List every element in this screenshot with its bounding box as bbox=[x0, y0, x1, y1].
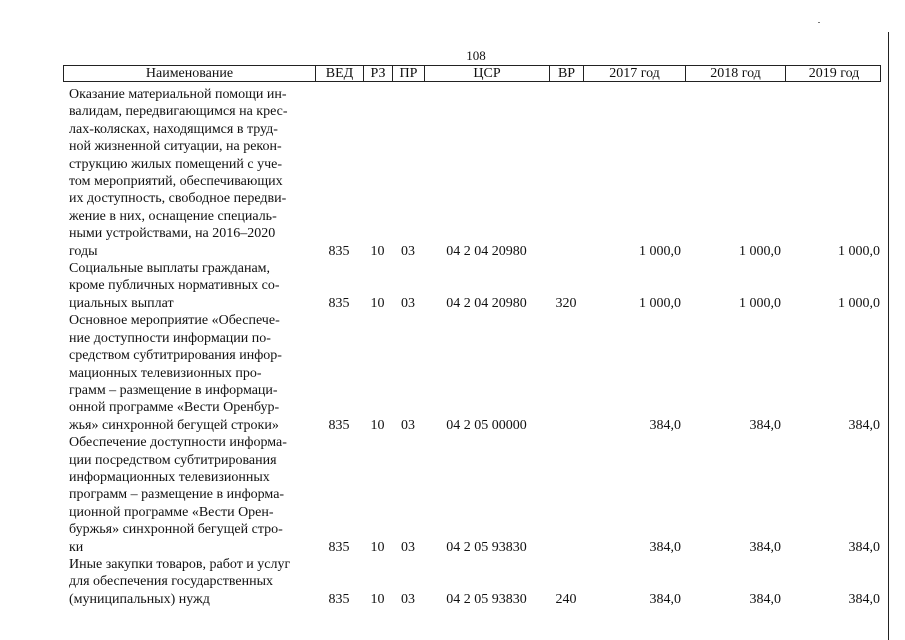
header-2019: 2019 год bbox=[808, 66, 860, 81]
row-2018: 1 000,0 bbox=[739, 243, 781, 259]
row-pr: 03 bbox=[401, 417, 415, 433]
row-2018: 384,0 bbox=[749, 591, 781, 607]
row-csr: 04 2 05 93830 bbox=[446, 591, 527, 607]
header-ved: ВЕД bbox=[316, 66, 364, 81]
row-2017: 1 000,0 bbox=[639, 243, 681, 259]
table-row bbox=[63, 312, 881, 434]
table-header bbox=[63, 65, 881, 82]
row-ved: 835 bbox=[328, 539, 350, 555]
row-2017: 384,0 bbox=[649, 591, 681, 607]
row-2018: 384,0 bbox=[749, 417, 781, 433]
row-2018: 384,0 bbox=[749, 539, 781, 555]
row-2019: 1 000,0 bbox=[838, 243, 880, 259]
row-vr: 240 bbox=[555, 591, 577, 607]
row-rz: 10 bbox=[370, 295, 385, 311]
row-csr: 04 2 05 93830 bbox=[446, 539, 527, 555]
row-2018: 1 000,0 bbox=[739, 295, 781, 311]
table-row bbox=[63, 556, 881, 608]
header-2017: 2017 год bbox=[584, 66, 686, 81]
header-rz: РЗ bbox=[364, 66, 393, 81]
row-2019: 1 000,0 bbox=[838, 295, 880, 311]
header-vr: ВР bbox=[550, 66, 584, 81]
row-ved: 835 bbox=[328, 591, 350, 607]
row-name: Социальные выплаты гражданам, кроме публичных нормативных со- циальных выплат bbox=[69, 261, 280, 311]
header-csr: ЦСР bbox=[425, 66, 550, 81]
row-rz: 10 bbox=[370, 591, 385, 607]
row-name: Иные закупки товаров, работ и услуг для обеспечения государственных (муниципальных) нужд bbox=[69, 556, 291, 607]
table-body bbox=[63, 86, 881, 608]
row-vr: 320 bbox=[555, 295, 577, 311]
table-row bbox=[63, 434, 881, 556]
row-2017: 384,0 bbox=[649, 539, 681, 555]
page-edge-rule bbox=[888, 32, 889, 640]
row-rz: 10 bbox=[370, 243, 385, 259]
scan-mark bbox=[818, 22, 820, 23]
row-ved: 835 bbox=[328, 295, 350, 311]
row-name: Основное мероприятие «Обеспече- ние доступности информации по- средством субтитрирования инфор- мационных телевизионных про- грамм – размещение в информаци- онной программе «Вести Оренбур- жья» синхронной бегущей строки» bbox=[69, 313, 282, 433]
table-row bbox=[63, 260, 881, 312]
row-ved: 835 bbox=[328, 417, 350, 433]
row-csr: 04 2 04 20980 bbox=[446, 295, 527, 311]
row-csr: 04 2 04 20980 bbox=[446, 243, 527, 259]
row-name: Обеспечение доступности информа- ции посредством субтитрирования информационных телевизионных программ – размещение в информа- ционной программе «Вести Орен- буржья» синхронной бегущей стро- ки bbox=[69, 435, 287, 555]
row-rz: 10 bbox=[370, 417, 385, 433]
header-pr: ПР bbox=[393, 66, 425, 81]
header-name: Наименование bbox=[64, 66, 316, 81]
row-rz: 10 bbox=[370, 539, 385, 555]
row-2017: 384,0 bbox=[649, 417, 681, 433]
row-2019: 384,0 bbox=[848, 539, 880, 555]
row-2019: 384,0 bbox=[848, 591, 880, 607]
row-2017: 1 000,0 bbox=[639, 295, 681, 311]
row-name: Оказание материальной помощи ин- валидам, передвигающимся на крес- лах-колясках, находящимся в труд- ной жизненной ситуации, на рекон- струкцию жилых помещений с уче- том мероприятий, обеспечивающих их доступность, свободное передви- жение в них, оснащение специаль- ными устройствами, на 2016–2020 годы bbox=[69, 87, 288, 259]
row-pr: 03 bbox=[401, 243, 415, 259]
row-pr: 03 bbox=[401, 295, 415, 311]
page-number: 108 bbox=[466, 48, 486, 63]
table-row bbox=[63, 86, 881, 260]
row-pr: 03 bbox=[401, 591, 415, 607]
row-ved: 835 bbox=[328, 243, 350, 259]
row-pr: 03 bbox=[401, 539, 415, 555]
row-csr: 04 2 05 00000 bbox=[446, 417, 527, 433]
row-2019: 384,0 bbox=[848, 417, 880, 433]
header-2018: 2018 год bbox=[686, 66, 786, 81]
